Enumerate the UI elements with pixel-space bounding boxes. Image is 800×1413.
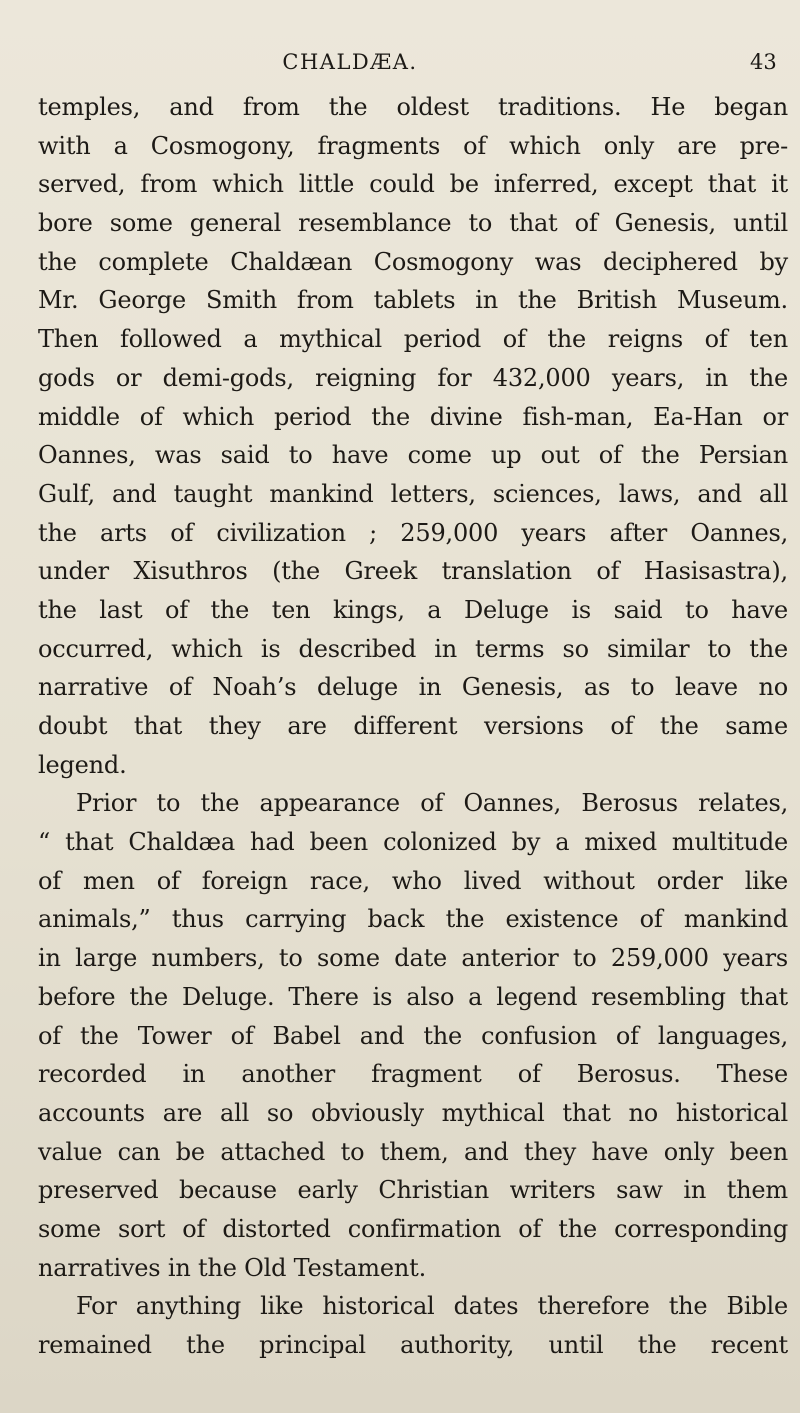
text-line: gods or demi-gods, reigning for 432,000 years, in the: [38, 363, 788, 392]
text-line: value can be attached to them, and they have only been: [38, 1137, 788, 1166]
text-line: temples, and from the oldest traditions. He began: [38, 93, 788, 121]
running-head: [0, 50, 800, 80]
text-line: doubt that they are different versions of the same: [38, 712, 788, 740]
page-number: 43: [750, 50, 777, 74]
text-line: recorded in another fragment of Berosus. These: [38, 1060, 788, 1089]
text-line: served, from which little could be inferred, except that it: [38, 170, 788, 199]
text-line: in large numbers, to some date anterior to 259,000 years: [38, 944, 788, 973]
text-line: Mr. George Smith from tablets in the British Museum.: [38, 286, 788, 315]
text-line: Gulf, and taught mankind letters, sciences, laws, and all: [38, 479, 788, 508]
text-line: Oannes, was said to have come up out of the Persian: [38, 441, 788, 470]
text-line: remained the principal authority, until the recent: [38, 1331, 788, 1359]
text-line: Then followed a mythical period of the reigns of ten: [38, 325, 788, 354]
text-line: the last of the ten kings, a Deluge is said to have: [38, 595, 788, 624]
text-line: before the Deluge. There is also a legend resembling that: [38, 982, 788, 1011]
text-line: under Xisuthros (the Greek translation of Hasisastra),: [38, 557, 788, 586]
text-line: narratives in the Old Testament.: [38, 1253, 426, 1282]
text-line: animals,” thus carrying back the existence of mankind: [38, 905, 788, 934]
text-line: For anything like historical dates therefore the Bible: [76, 1292, 788, 1321]
body-text: [38, 88, 788, 1365]
text-line: preserved because early Christian writers saw in them: [38, 1176, 788, 1205]
text-line: legend.: [38, 750, 127, 779]
text-line: with a Cosmogony, fragments of which only are pre-: [38, 131, 788, 160]
text-line: the complete Chaldæan Cosmogony was deciphered by: [38, 247, 788, 276]
text-line: accounts are all so obviously mythical that no historical: [38, 1098, 788, 1127]
text-line: occurred, which is described in terms so similar to the: [38, 634, 788, 663]
text-line: narrative of Noah’s deluge in Genesis, as to leave no: [38, 673, 788, 702]
running-title: CHALDÆA.: [282, 50, 418, 74]
text-line: of the Tower of Babel and the confusion of languages,: [38, 1021, 788, 1050]
text-line: of men of foreign race, who lived without order like: [38, 866, 788, 895]
text-line: Prior to the appearance of Oannes, Berosus relates,: [76, 789, 788, 818]
text-line: some sort of distorted confirmation of the corresponding: [38, 1214, 788, 1243]
text-line: bore some general resemblance to that of Genesis, until: [38, 209, 788, 238]
text-line: middle of which period the divine fish-man, Ea-Han or: [38, 402, 788, 431]
text-line: “ that Chaldæa had been colonized by a mixed multitude: [38, 828, 788, 857]
text-line: the arts of civilization ; 259,000 years after Oannes,: [38, 518, 788, 547]
